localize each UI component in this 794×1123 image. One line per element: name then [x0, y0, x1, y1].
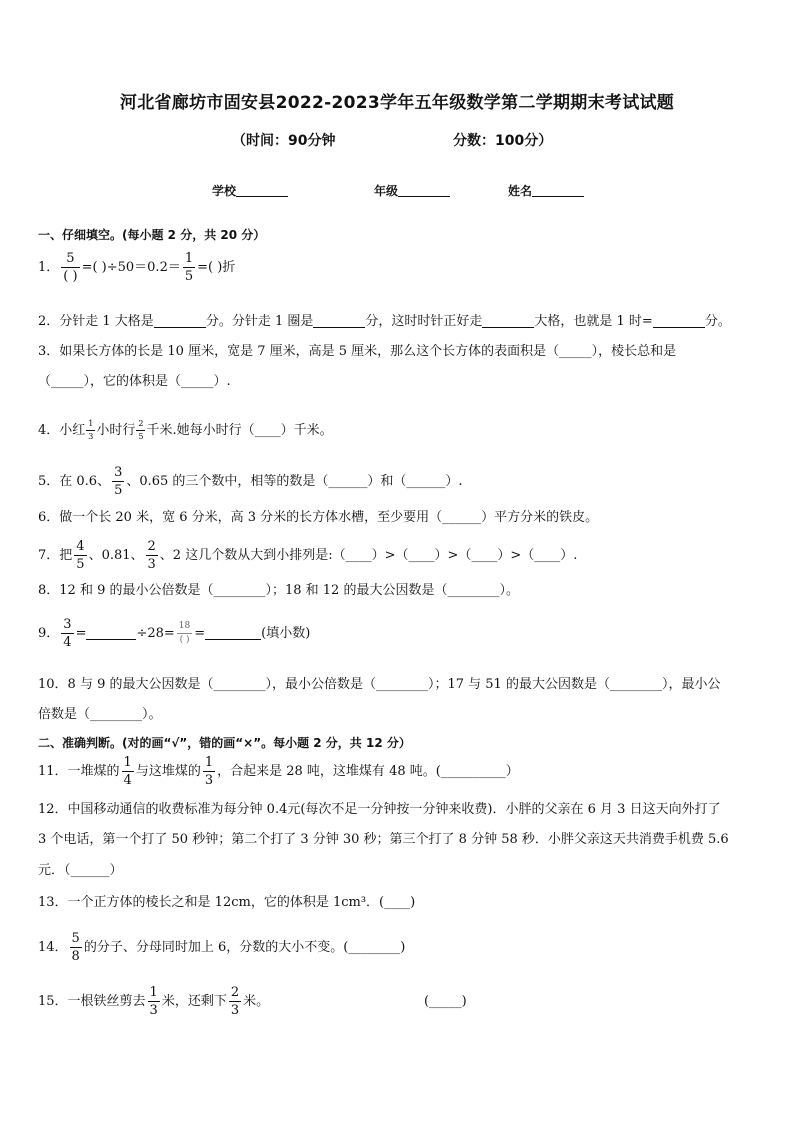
- question-9: 9． $\frac{3}{4}$ = ÷28= $\frac{18}{( )}$ = (填小数): [38, 617, 311, 650]
- name-field: [508, 182, 584, 199]
- exam-score: 分数：100分）: [453, 133, 553, 149]
- fraction: $\frac{3}{5}$: [114, 465, 123, 498]
- section-heading-fill: 一、仔细填空。(每小题 2 分，共 20 分）: [38, 228, 266, 242]
- grade-blank[interactable]: [398, 184, 450, 197]
- question-7: 7．把 $\frac{4}{5}$ 、0.81、 $\frac{2}{3}$ 、2 这几个数从大到小排列是:（____）>（____）>（____）>（____）.: [38, 539, 578, 572]
- answer-blank[interactable]: [653, 313, 705, 328]
- answer-blank[interactable]: [86, 625, 136, 640]
- fraction: $\frac{2}{3}$: [230, 985, 240, 1018]
- answer-blank[interactable]: [482, 313, 534, 328]
- section-heading-judge: 二、准确判断。(对的画“√”，错的画“×”。每小题 2 分，共 12 分）: [38, 736, 411, 750]
- fraction: $\frac{1}{4}$: [123, 755, 132, 788]
- name-label: 姓名: [508, 184, 533, 198]
- fraction: $\frac{1}{3}$: [204, 755, 214, 788]
- question-15: 15．一根铁丝剪去 $\frac{1}{3}$ 米，还剩下 $\frac{2}{3}$ 米。: [38, 985, 270, 1018]
- question-10: 10．8 与 9 的最大公因数是（________），最小公倍数是（________）；17 与 51 的最大公因数是（________），最小公: [38, 677, 721, 692]
- fraction: $\frac{2}{3}$: [147, 539, 156, 572]
- question-14: 14． $\frac{5}{8}$ 的分子、分母同时加上 6，分数的大小不变。(________): [38, 931, 406, 964]
- question-12: 12．中国移动通信的收费标准为每分钟 0.4元(每次不足一分钟按一分钟来收费)．小胖的父亲在 6 月 3 日这天向外打了: [38, 802, 721, 817]
- school-field: [212, 182, 288, 199]
- question-8: 8．12 和 9 的最小公倍数是（________）；18 和 12 的最大公因数是（________）。: [38, 583, 519, 598]
- question-5: 5．在 0.6、 $\frac{3}{5}$ 、0.65 的三个数中，相等的数是（______）和（______）.: [38, 465, 463, 498]
- exam-time: （时间：90分钟: [232, 133, 336, 149]
- answer-blank[interactable]: [313, 313, 365, 328]
- question-13: 13．一个正方体的棱长之和是 12cm，它的体积是 1cm³．(____): [38, 895, 416, 910]
- fraction: $\frac{1}{3}$: [88, 419, 94, 441]
- question-4: 4．小红 $\frac{1}{3}$ 小时行 $\frac{2}{5}$ 千米.她每小时行（____）千米。: [38, 419, 333, 441]
- grade-field: [374, 182, 450, 199]
- fraction: $\frac{5}{8}$: [71, 931, 80, 964]
- grade-label: 年级: [374, 184, 399, 198]
- fraction: $\frac{4}{5}$: [76, 539, 85, 572]
- fraction: $\frac{18}{( )}$: [178, 621, 191, 645]
- fraction: $\frac{1}{5}$: [184, 251, 194, 284]
- fraction: $\frac{2}{5}$: [138, 419, 144, 441]
- school-label: 学校: [212, 184, 237, 198]
- fraction: $\frac{5}{( )}$: [63, 251, 78, 284]
- school-blank[interactable]: [236, 184, 288, 197]
- question-11: 11．一堆煤的 $\frac{1}{4}$ 与这堆煤的 $\frac{1}{3}$ ，合起来是 28 吨，这堆煤有 48 吨。(__________）: [38, 755, 519, 788]
- fraction: $\frac{1}{3}$: [149, 985, 158, 1018]
- question-12-cont: 3 个电话，第一个打了 50 秒钟；第二个打了 3 分钟 30 秒；第三个打了 8 分钟 58 秒．小胖父亲这天共消费手机费 5.6: [38, 832, 729, 847]
- question-1: 1． $\frac{5}{( )}$ =( )÷50＝0.2＝ $\frac{1}{5}$ =( )折: [38, 251, 236, 284]
- name-blank[interactable]: [532, 184, 584, 197]
- answer-blank[interactable]: [205, 625, 261, 640]
- question-6: 6．做一个长 20 米，宽 6 分米，高 3 分米的长方体水槽，至少要用（______）平方分米的铁皮。: [38, 510, 599, 525]
- page-title: 河北省廊坊市固安县2022-2023学年五年级数学第二学期期末考试试题: [119, 93, 675, 113]
- question-2: 2．分针走 1 大格是 分。分针走 1 圈是 分，这时时针正好走 大格，也就是 1 时= 分。: [38, 314, 731, 329]
- fraction: $\frac{3}{4}$: [63, 617, 72, 650]
- answer-blank[interactable]: [154, 313, 206, 328]
- question-10-cont: 倍数是（________）。: [38, 707, 162, 722]
- question-3: 3．如果长方体的长是 10 厘米，宽是 7 厘米，高是 5 厘米，那么这个长方体的表面积是（_____），棱长总和是: [38, 344, 677, 359]
- question-15-answer[interactable]: (_____): [424, 994, 467, 1009]
- question-12-cont2: 元．（______）: [38, 863, 123, 878]
- question-3-cont: （_____），它的体积是（_____）.: [38, 374, 231, 389]
